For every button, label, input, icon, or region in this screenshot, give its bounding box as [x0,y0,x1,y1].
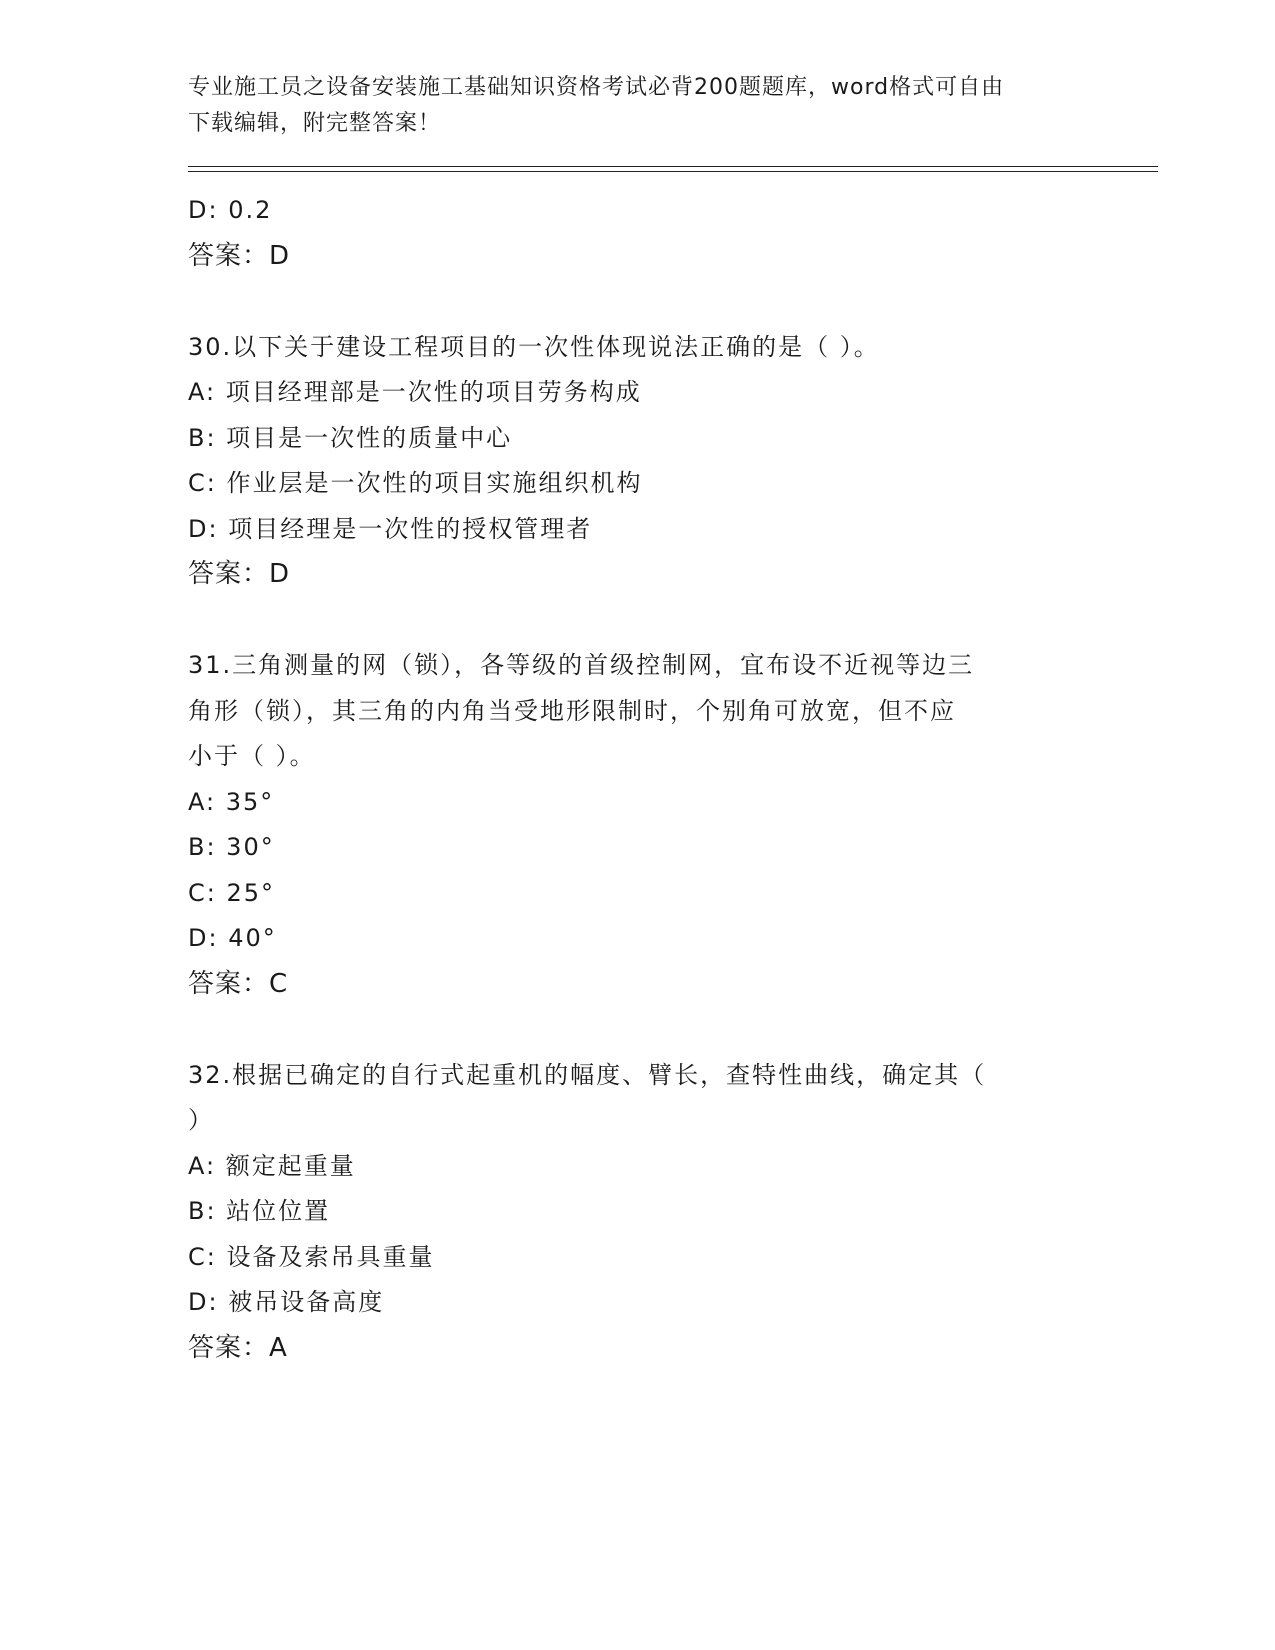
answer: 答案：C [188,968,289,999]
question-32 [188,1053,1068,1372]
header-title-line-1: 专业施工员之设备安装施工基础知识资格考试必背200题题库，word格式可自由 [188,75,1005,100]
carryover-answer: 答案：D [188,240,291,271]
option-d: D: 40° [188,924,277,952]
document-header [188,70,1068,142]
answer: 答案：D [188,559,291,589]
spacer [188,598,1068,644]
header-title-line-2: 下载编辑，附完整答案！ [188,111,442,136]
option-b: B: 项目是一次性的质量中心 [188,423,513,452]
header-divider [188,166,1158,172]
carryover-option-d: D: 0.2 [188,196,273,224]
option-d: D: 项目经理是一次性的授权管理者 [188,514,593,543]
option-a: A: 项目经理部是一次性的项目劳务构成 [188,378,642,406]
option-c: C: 作业层是一次性的项目实施组织机构 [188,469,643,497]
question-stem-line: 30.以下关于建设工程项目的一次性体现说法正确的是（ ）。 [188,332,880,361]
question-31 [188,643,1068,1007]
spacer [188,279,1068,325]
document-page [188,70,1158,1363]
question-stem-line: 小于（ ）。 [188,742,316,770]
question-stem-line: 31.三角测量的网（锁），各等级的首级控制网，宜布设不近视等边三 [188,651,975,679]
option-a: A: 额定起重量 [188,1151,356,1180]
question-stem-line: 32.根据已确定的自行式起重机的幅度、臂长，查特性曲线，确定其（ [188,1060,987,1089]
option-a: A: 35° [188,787,275,816]
option-c: C: 25° [188,878,276,907]
question-content [188,188,1068,1371]
answer: 答案：A [188,1332,288,1363]
question-30 [188,325,1068,598]
option-b: B: 30° [188,833,275,861]
spacer [188,1007,1068,1053]
option-c: C: 设备及索吊具重量 [188,1242,435,1271]
question-stem-line: ） [188,1106,214,1134]
question-stem-line: 角形（锁），其三角的内角当受地形限制时，个别角可放宽，但不应 [188,696,956,725]
option-b: B: 站位位置 [188,1197,331,1225]
option-d: D: 被吊设备高度 [188,1288,385,1316]
